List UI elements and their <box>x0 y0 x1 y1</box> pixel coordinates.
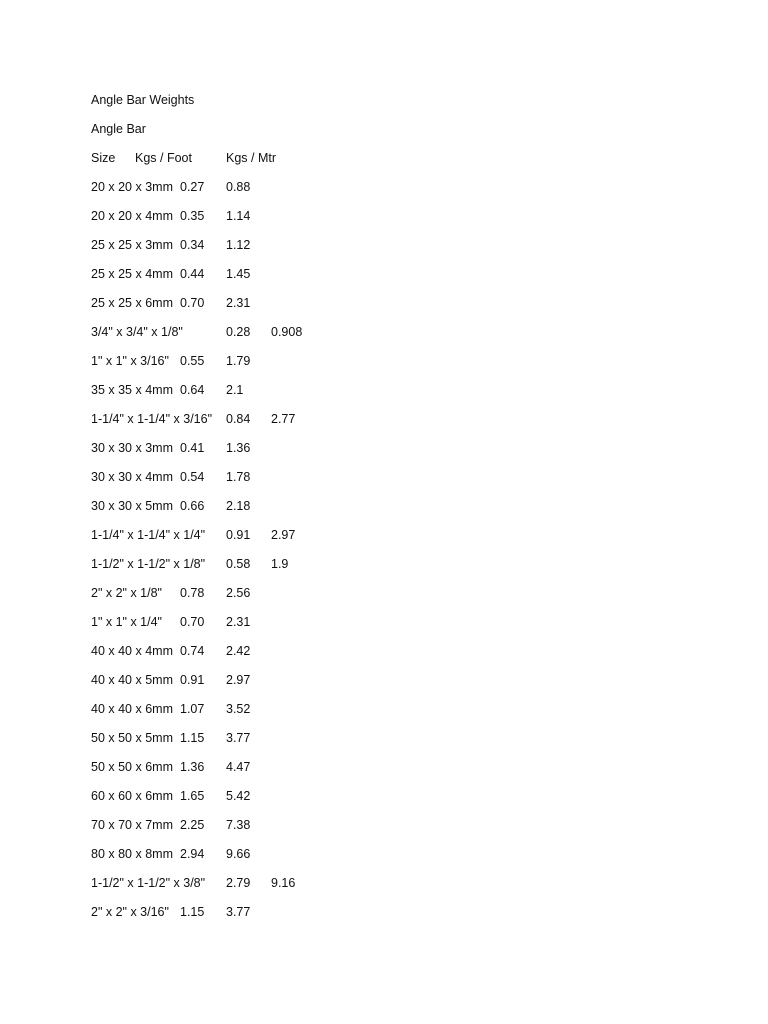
row-kgs-mtr: 4.47 <box>226 760 251 774</box>
table-row <box>91 179 731 208</box>
table-row <box>91 788 731 817</box>
row-kgs-foot: 0.91 <box>180 673 205 687</box>
row-kgs-foot: 0.35 <box>180 209 205 223</box>
row-size: 35 x 35 x 4mm <box>91 383 173 397</box>
row-kgs-mtr: 9.16 <box>271 876 296 890</box>
row-size: 2" x 2" x 3/16" <box>91 905 169 919</box>
row-kgs-foot: 0.64 <box>180 383 205 397</box>
table-row <box>91 701 731 730</box>
document-subtitle-line <box>91 121 731 150</box>
header-kgs-foot: Kgs / Foot <box>135 151 192 165</box>
row-size: 70 x 70 x 7mm <box>91 818 173 832</box>
row-size: 1-1/2" x 1-1/2" x 3/8" <box>91 876 206 890</box>
row-kgs-foot: 0.28 <box>226 325 251 339</box>
table-row <box>91 382 731 411</box>
row-kgs-mtr: 1.9 <box>271 557 289 571</box>
row-size: 40 x 40 x 5mm <box>91 673 173 687</box>
document-title-line <box>91 92 731 121</box>
row-kgs-mtr: 2.56 <box>226 586 251 600</box>
row-kgs-mtr: 2.77 <box>271 412 296 426</box>
row-kgs-mtr: 1.78 <box>226 470 251 484</box>
row-kgs-mtr: 1.45 <box>226 267 251 281</box>
row-kgs-foot: 2.94 <box>180 847 205 861</box>
row-kgs-mtr: 3.77 <box>226 731 251 745</box>
row-size: 30 x 30 x 5mm <box>91 499 173 513</box>
table-row <box>91 759 731 788</box>
row-kgs-foot: 0.54 <box>180 470 205 484</box>
row-size: 1" x 1" x 3/16" <box>91 354 169 368</box>
row-size: 25 x 25 x 3mm <box>91 238 173 252</box>
document-title: Angle Bar Weights <box>91 93 195 107</box>
row-kgs-foot: 0.84 <box>226 412 251 426</box>
row-kgs-mtr: 5.42 <box>226 789 251 803</box>
table-row <box>91 208 731 237</box>
row-kgs-foot: 0.27 <box>180 180 205 194</box>
row-kgs-foot: 1.15 <box>180 731 205 745</box>
table-row <box>91 585 731 614</box>
table-row <box>91 469 731 498</box>
table-row <box>91 614 731 643</box>
row-kgs-foot: 1.15 <box>180 905 205 919</box>
row-kgs-foot: 2.25 <box>180 818 205 832</box>
row-size: 25 x 25 x 6mm <box>91 296 173 310</box>
row-kgs-mtr: 2.1 <box>226 383 244 397</box>
row-size: 1" x 1" x 1/4" <box>91 615 162 629</box>
row-kgs-foot: 0.34 <box>180 238 205 252</box>
row-kgs-mtr: 1.12 <box>226 238 251 252</box>
table-row <box>91 556 731 585</box>
row-size: 3/4" x 3/4" x 1/8" <box>91 325 183 339</box>
row-kgs-foot: 0.44 <box>180 267 205 281</box>
row-size: 20 x 20 x 3mm <box>91 180 173 194</box>
table-row <box>91 846 731 875</box>
row-kgs-foot: 0.78 <box>180 586 205 600</box>
row-kgs-foot: 0.66 <box>180 499 205 513</box>
table-row <box>91 498 731 527</box>
document-body <box>91 92 731 933</box>
row-kgs-mtr: 2.31 <box>226 296 251 310</box>
row-size: 2" x 2" x 1/8" <box>91 586 162 600</box>
row-size: 30 x 30 x 3mm <box>91 441 173 455</box>
row-kgs-foot: 0.70 <box>180 615 205 629</box>
row-size: 1-1/4" x 1-1/4" x 3/16" <box>91 412 213 426</box>
row-size: 50 x 50 x 6mm <box>91 760 173 774</box>
row-kgs-mtr: 7.38 <box>226 818 251 832</box>
row-kgs-mtr: 2.97 <box>226 673 251 687</box>
row-kgs-mtr: 3.52 <box>226 702 251 716</box>
table-row <box>91 527 731 556</box>
row-size: 50 x 50 x 5mm <box>91 731 173 745</box>
row-kgs-mtr: 0.88 <box>226 180 251 194</box>
table-row <box>91 411 731 440</box>
row-size: 25 x 25 x 4mm <box>91 267 173 281</box>
row-kgs-foot: 0.55 <box>180 354 205 368</box>
row-kgs-mtr: 2.18 <box>226 499 251 513</box>
row-kgs-foot: 0.74 <box>180 644 205 658</box>
row-kgs-foot: 0.41 <box>180 441 205 455</box>
row-kgs-foot: 1.07 <box>180 702 205 716</box>
row-kgs-mtr: 2.31 <box>226 615 251 629</box>
row-kgs-foot: 2.79 <box>226 876 251 890</box>
header-kgs-mtr: Kgs / Mtr <box>226 151 277 165</box>
row-size: 1-1/2" x 1-1/2" x 1/8" <box>91 557 206 571</box>
row-kgs-foot: 0.70 <box>180 296 205 310</box>
row-kgs-mtr: 9.66 <box>226 847 251 861</box>
row-size: 30 x 30 x 4mm <box>91 470 173 484</box>
row-kgs-foot: 1.65 <box>180 789 205 803</box>
row-kgs-mtr: 3.77 <box>226 905 251 919</box>
row-size: 60 x 60 x 6mm <box>91 789 173 803</box>
row-kgs-foot: 0.91 <box>226 528 251 542</box>
row-kgs-mtr: 0.908 <box>271 325 303 339</box>
row-size: 80 x 80 x 8mm <box>91 847 173 861</box>
table-row <box>91 875 731 904</box>
row-kgs-mtr: 1.79 <box>226 354 251 368</box>
table-row <box>91 266 731 295</box>
row-size: 1-1/4" x 1-1/4" x 1/4" <box>91 528 206 542</box>
table-row <box>91 295 731 324</box>
row-kgs-mtr: 1.36 <box>226 441 251 455</box>
row-kgs-foot: 0.58 <box>226 557 251 571</box>
row-kgs-foot: 1.36 <box>180 760 205 774</box>
document-subtitle: Angle Bar <box>91 122 146 136</box>
row-size: 40 x 40 x 4mm <box>91 644 173 658</box>
table-row <box>91 353 731 382</box>
table-row <box>91 904 731 933</box>
table-row <box>91 672 731 701</box>
table-row <box>91 237 731 266</box>
row-size: 40 x 40 x 6mm <box>91 702 173 716</box>
table-row <box>91 817 731 846</box>
table-row <box>91 643 731 672</box>
row-kgs-mtr: 2.42 <box>226 644 251 658</box>
table-row <box>91 324 731 353</box>
row-kgs-mtr: 2.97 <box>271 528 296 542</box>
table-header-row <box>91 150 731 179</box>
table-row <box>91 440 731 469</box>
row-kgs-mtr: 1.14 <box>226 209 251 223</box>
header-size: Size <box>91 151 116 165</box>
row-size: 20 x 20 x 4mm <box>91 209 173 223</box>
table-row <box>91 730 731 759</box>
weight-table <box>91 179 731 933</box>
